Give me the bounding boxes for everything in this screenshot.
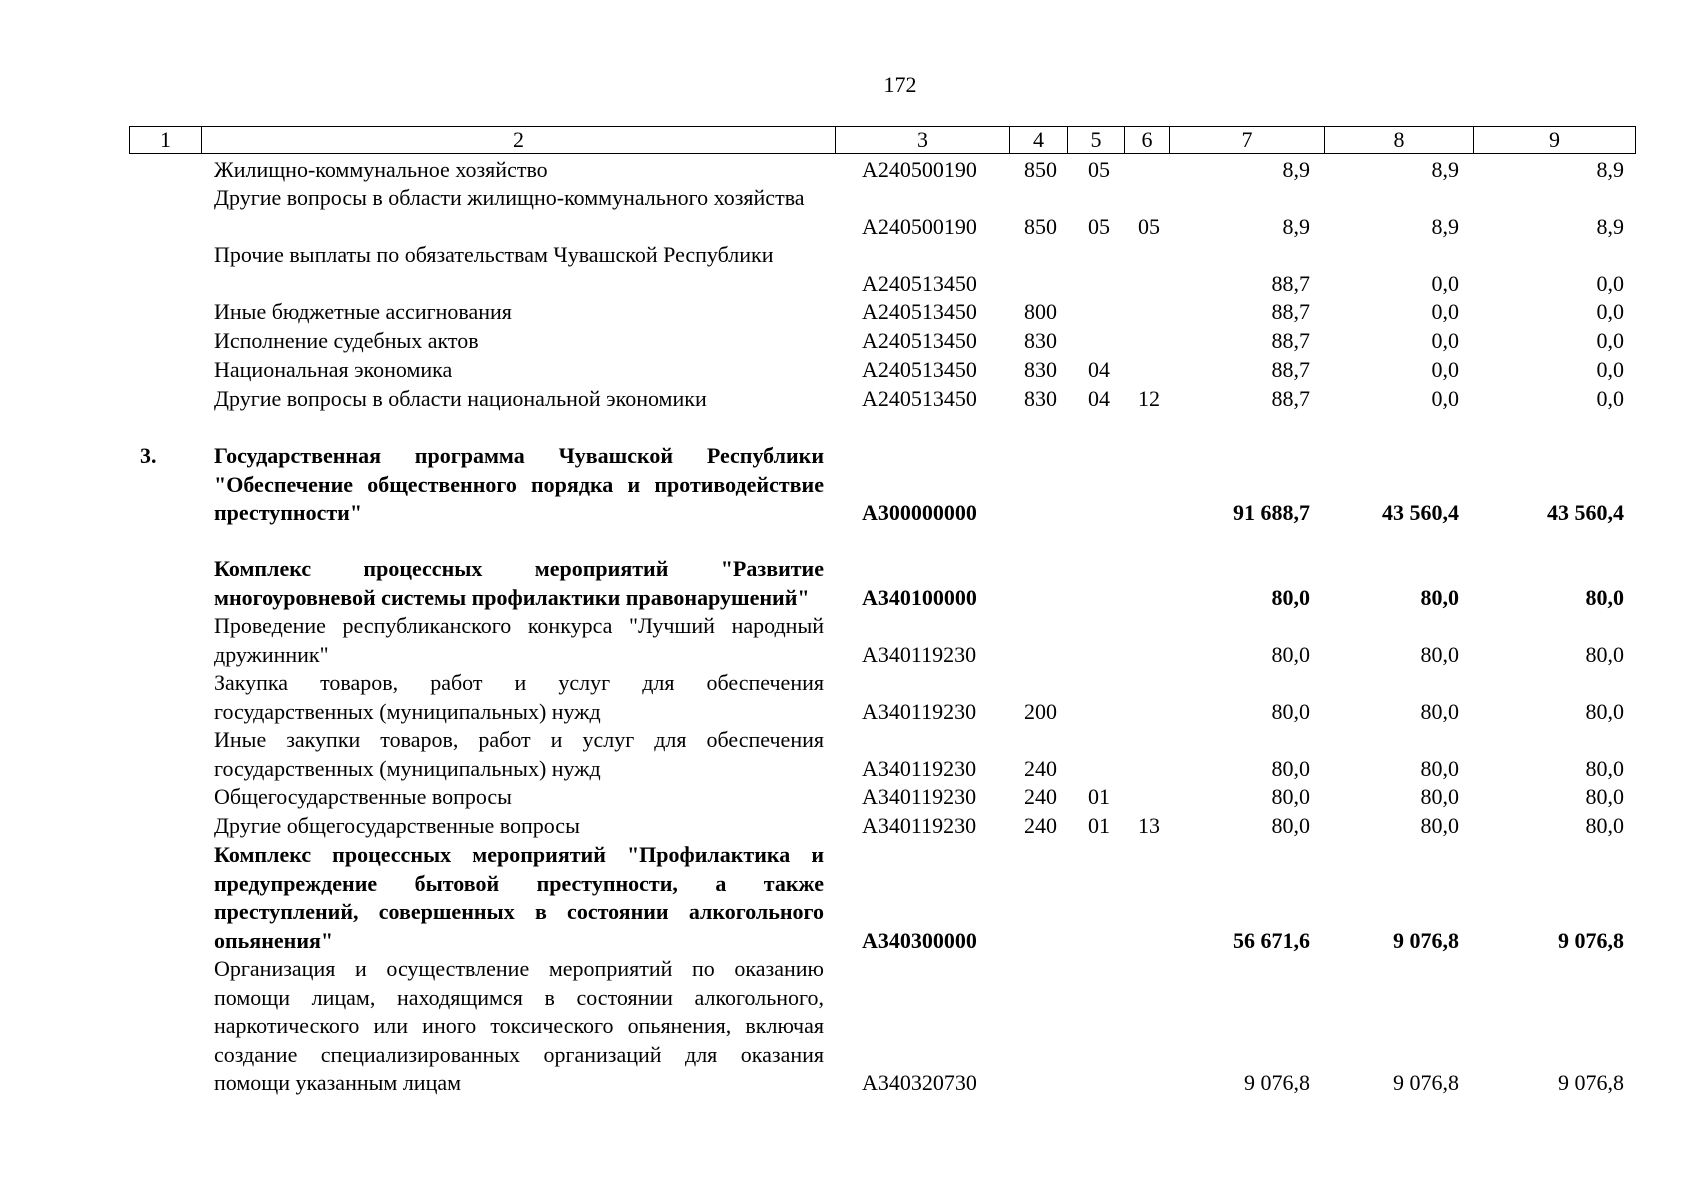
row-code: А240513450 bbox=[862, 328, 977, 353]
row-name: Жилищно-коммунальное хозяйство bbox=[214, 157, 548, 182]
row-code: А340100000 bbox=[862, 584, 977, 610]
row-col-6: 12 bbox=[1138, 386, 1160, 411]
table-row bbox=[0, 955, 1697, 1098]
row-value-9: 80,0 bbox=[1585, 813, 1624, 838]
row-value-8: 9 076,8 bbox=[1393, 927, 1459, 953]
row-code: А240513450 bbox=[862, 270, 977, 296]
row-col-5: 01 bbox=[1088, 813, 1110, 838]
row-code: А340320730 bbox=[862, 1070, 977, 1095]
header-col-4: 4 bbox=[1010, 127, 1068, 154]
row-value-7: 9 076,8 bbox=[1244, 1070, 1310, 1095]
row-value-7: 80,0 bbox=[1271, 584, 1310, 610]
row-value-9: 8,9 bbox=[1596, 213, 1624, 239]
table-row bbox=[0, 241, 1697, 298]
row-value-8: 80,0 bbox=[1420, 641, 1459, 667]
row-value-9: 80,0 bbox=[1585, 784, 1624, 809]
row-value-9: 9 076,8 bbox=[1558, 927, 1624, 953]
row-col-5: 04 bbox=[1088, 386, 1110, 411]
row-value-7: 80,0 bbox=[1271, 641, 1310, 667]
row-value-7: 88,7 bbox=[1271, 299, 1310, 324]
row-value-9: 0,0 bbox=[1596, 328, 1624, 353]
row-value-7: 88,7 bbox=[1271, 328, 1310, 353]
row-value-7: 80,0 bbox=[1271, 813, 1310, 838]
row-value-8: 9 076,8 bbox=[1393, 1070, 1459, 1095]
row-name: Иные бюджетные ассигнования bbox=[214, 299, 512, 324]
table-row bbox=[0, 783, 1697, 812]
row-name: Другие вопросы в области национальной экономики bbox=[214, 386, 707, 411]
row-value-9: 0,0 bbox=[1596, 270, 1624, 296]
row-col-4: 240 bbox=[1024, 784, 1057, 809]
row-value-9: 0,0 bbox=[1596, 357, 1624, 382]
row-col-5: 05 bbox=[1088, 213, 1110, 239]
row-name: Комплекс процессных мероприятий "Развитие многоуровневой системы профилактики правонарушений" bbox=[214, 556, 824, 610]
row-col-4: 200 bbox=[1024, 698, 1057, 724]
table-row bbox=[0, 812, 1697, 841]
row-value-8: 8,9 bbox=[1431, 213, 1459, 239]
table-row bbox=[0, 156, 1697, 185]
row-name: Общегосударственные вопросы bbox=[214, 784, 512, 809]
row-value-7: 88,7 bbox=[1271, 357, 1310, 382]
table-row bbox=[0, 298, 1697, 327]
row-code: А240513450 bbox=[862, 357, 977, 382]
header-col-9: 9 bbox=[1474, 127, 1636, 154]
row-col-4: 850 bbox=[1024, 213, 1057, 239]
row-code: А240513450 bbox=[862, 386, 977, 411]
row-col-4: 800 bbox=[1024, 299, 1057, 324]
row-name: Проведение республиканского конкурса "Лучший народный дружинник" bbox=[214, 613, 824, 667]
table-row bbox=[0, 612, 1697, 669]
row-value-9: 0,0 bbox=[1596, 299, 1624, 324]
row-value-8: 0,0 bbox=[1431, 357, 1459, 382]
row-value-8: 0,0 bbox=[1431, 299, 1459, 324]
row-name: Исполнение судебных актов bbox=[214, 328, 479, 353]
row-value-7: 88,7 bbox=[1271, 386, 1310, 411]
row-value-8: 80,0 bbox=[1420, 698, 1459, 724]
table-row bbox=[0, 442, 1697, 528]
row-value-9: 80,0 bbox=[1585, 584, 1624, 610]
row-value-8: 80,0 bbox=[1420, 784, 1459, 809]
row-code: А240513450 bbox=[862, 299, 977, 324]
row-col-5: 05 bbox=[1088, 157, 1110, 182]
row-value-9: 43 560,4 bbox=[1547, 500, 1624, 525]
row-value-8: 43 560,4 bbox=[1382, 500, 1459, 525]
row-value-9: 80,0 bbox=[1585, 641, 1624, 667]
row-value-7: 91 688,7 bbox=[1233, 500, 1310, 525]
header-col-8: 8 bbox=[1325, 127, 1474, 154]
row-code: А240500190 bbox=[862, 157, 977, 182]
row-code: А340119230 bbox=[862, 755, 977, 781]
row-value-7: 56 671,6 bbox=[1233, 927, 1310, 953]
row-number: 3. bbox=[140, 443, 157, 468]
header-col-1: 1 bbox=[130, 127, 202, 154]
row-code: А340119230 bbox=[862, 641, 977, 667]
header-col-5: 5 bbox=[1068, 127, 1125, 154]
row-code: А240500190 bbox=[862, 213, 977, 239]
table-row bbox=[0, 356, 1697, 385]
table-row bbox=[0, 841, 1697, 955]
row-value-8: 80,0 bbox=[1420, 755, 1459, 781]
row-name: Прочие выплаты по обязательствам Чувашской Республики bbox=[214, 242, 774, 267]
table-row bbox=[0, 327, 1697, 356]
table-row bbox=[0, 385, 1697, 414]
row-value-7: 80,0 bbox=[1271, 698, 1310, 724]
row-col-4: 850 bbox=[1024, 157, 1057, 182]
header-col-2: 2 bbox=[202, 127, 836, 154]
row-name: Национальная экономика bbox=[214, 357, 453, 382]
row-code: А300000000 bbox=[862, 500, 977, 525]
row-value-8: 0,0 bbox=[1431, 328, 1459, 353]
header-col-7: 7 bbox=[1170, 127, 1325, 154]
table-row bbox=[0, 669, 1697, 726]
row-col-6: 13 bbox=[1138, 813, 1160, 838]
table-row bbox=[0, 184, 1697, 241]
row-value-8: 80,0 bbox=[1420, 813, 1459, 838]
row-name: Иные закупки товаров, работ и услуг для обеспечения государственных (муниципальных) нужд bbox=[214, 727, 824, 781]
row-value-8: 0,0 bbox=[1431, 386, 1459, 411]
row-col-4: 830 bbox=[1024, 386, 1057, 411]
row-value-8: 0,0 bbox=[1431, 270, 1459, 296]
table-row bbox=[0, 726, 1697, 783]
row-col-4: 240 bbox=[1024, 813, 1057, 838]
row-col-6: 05 bbox=[1138, 213, 1160, 239]
row-code: А340119230 bbox=[862, 698, 977, 724]
page-number: 172 bbox=[883, 72, 917, 97]
row-name: Государственная программа Чувашской Республики "Обеспечение общественного порядка и противодействие преступности" bbox=[214, 443, 824, 525]
row-value-7: 8,9 bbox=[1282, 213, 1310, 239]
row-name: Другие вопросы в области жилищно-коммунального хозяйства bbox=[214, 185, 805, 210]
table-row bbox=[0, 555, 1697, 612]
row-value-7: 88,7 bbox=[1271, 270, 1310, 296]
header-col-6: 6 bbox=[1125, 127, 1170, 154]
row-value-9: 8,9 bbox=[1596, 157, 1624, 182]
row-value-7: 80,0 bbox=[1271, 755, 1310, 781]
row-code: А340119230 bbox=[862, 784, 977, 809]
row-name: Комплекс процессных мероприятий "Профилактика и предупреждение бытовой преступности, а также преступлений, совершенных в состоянии алкогольного опьянения" bbox=[214, 842, 824, 953]
row-value-9: 0,0 bbox=[1596, 386, 1624, 411]
header-col-3: 3 bbox=[836, 127, 1010, 154]
row-col-4: 830 bbox=[1024, 328, 1057, 353]
row-value-9: 80,0 bbox=[1585, 698, 1624, 724]
row-value-7: 8,9 bbox=[1282, 157, 1310, 182]
row-col-4: 240 bbox=[1024, 755, 1057, 781]
row-value-8: 80,0 bbox=[1420, 584, 1459, 610]
row-code: А340119230 bbox=[862, 813, 977, 838]
row-value-9: 80,0 bbox=[1585, 755, 1624, 781]
row-value-8: 8,9 bbox=[1431, 157, 1459, 182]
row-col-4: 830 bbox=[1024, 357, 1057, 382]
row-col-5: 01 bbox=[1088, 784, 1110, 809]
row-name: Закупка товаров, работ и услуг для обеспечения государственных (муниципальных) нужд bbox=[214, 670, 824, 724]
row-value-7: 80,0 bbox=[1271, 784, 1310, 809]
row-name: Организация и осуществление мероприятий по оказанию помощи лицам, находящимся в состоянии алкогольного, наркотического или иного токсического опьянения, включая создание специализированных организаций для оказания помощи указанным лицам bbox=[214, 956, 824, 1095]
row-value-9: 9 076,8 bbox=[1558, 1070, 1624, 1095]
row-col-5: 04 bbox=[1088, 357, 1110, 382]
row-code: А340300000 bbox=[862, 927, 977, 953]
row-name: Другие общегосударственные вопросы bbox=[214, 813, 580, 838]
